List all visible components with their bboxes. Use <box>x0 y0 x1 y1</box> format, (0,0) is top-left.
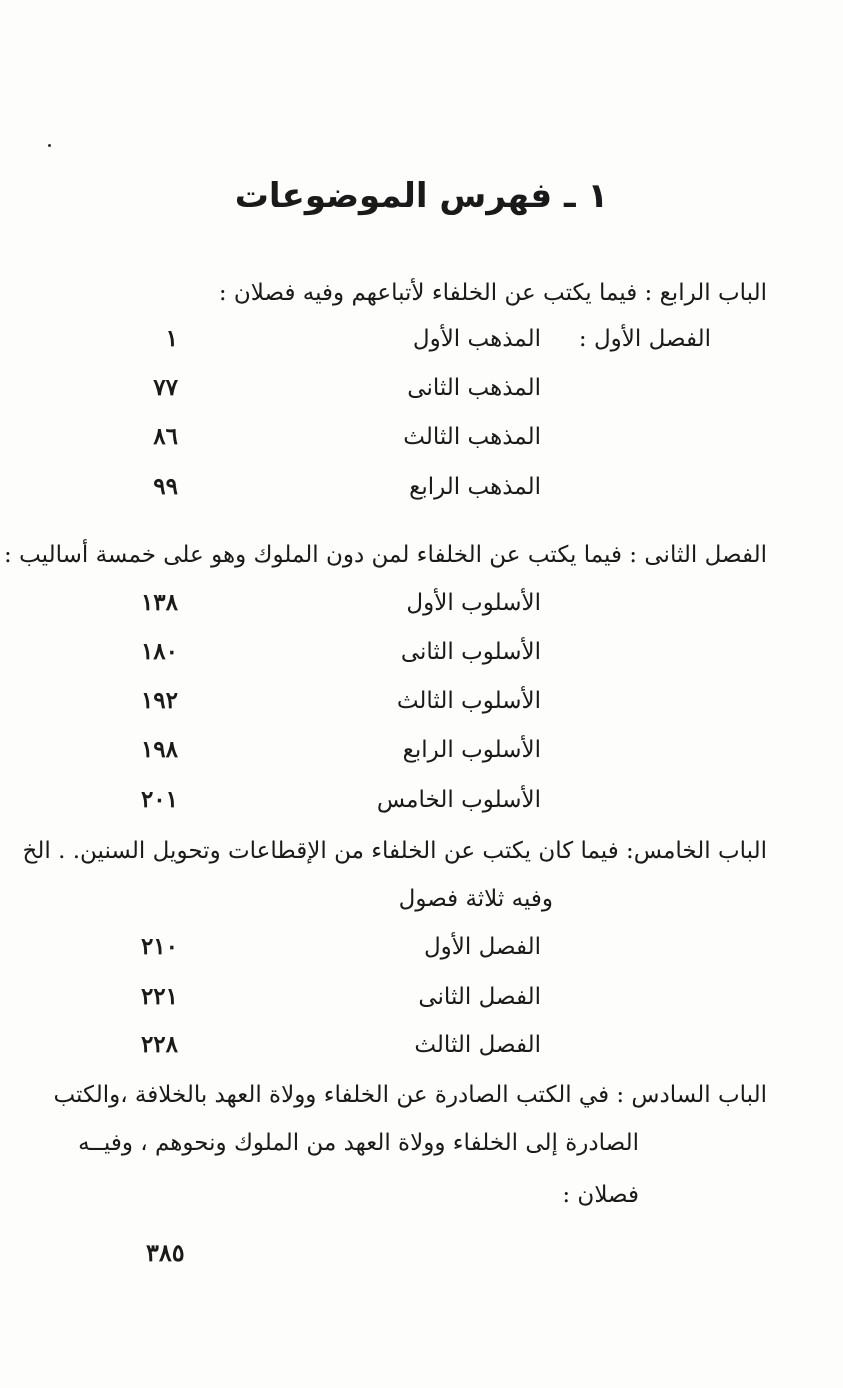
bab6-line-2: الصادرة إلى الخلفاء وولاة العهد من الملوك ونحوهم ، وفيــه <box>78 1130 639 1156</box>
toc-label: المذهب الأول <box>412 326 541 352</box>
toc-row <box>0 686 843 716</box>
toc-row <box>0 422 843 452</box>
toc-label: الفصل الأول <box>423 934 541 960</box>
bab5-heading: الباب الخامس: فيما كان يكتب عن الخلفاء من الإقطاعات وتحويل السنين. . الخ <box>22 838 767 864</box>
toc-row <box>0 1030 843 1060</box>
toc-row <box>0 588 843 618</box>
toc-row <box>0 637 843 667</box>
page-number: ٣٨٥ <box>146 1238 185 1267</box>
bab6-line-1: الباب السادس : في الكتب الصادرة عن الخلفاء وولاة العهد بالخلافة ،والكتب <box>53 1082 767 1108</box>
toc-row <box>0 735 843 765</box>
bab5-subheading: وفيه ثلاثة فصول <box>398 886 553 912</box>
toc-page-number: ١ <box>165 325 178 352</box>
toc-page-number: ٢٢١ <box>140 983 178 1010</box>
toc-page-number: ٩٩ <box>153 473 178 500</box>
toc-label: الأسلوب الثالث <box>396 688 541 714</box>
bab4-heading: الباب الرابع : فيما يكتب عن الخلفاء لأتباعهم وفيه فصلان : <box>218 280 767 306</box>
toc-row <box>0 324 843 354</box>
toc-label: الفصل الثالث <box>414 1032 541 1058</box>
toc-label: الفصل الثانى <box>418 984 541 1010</box>
toc-page-number: ١٩٨ <box>140 736 178 763</box>
toc-label: المذهب الثانى <box>407 375 541 401</box>
toc-row <box>0 373 843 403</box>
toc-row <box>0 982 843 1012</box>
toc-page-number: ٧٧ <box>153 374 178 401</box>
toc-row <box>0 472 843 502</box>
toc-page-number: ٢٠١ <box>140 786 178 813</box>
toc-label: الأسلوب الأول <box>406 590 541 616</box>
toc-label: الأسلوب الخامس <box>376 787 541 813</box>
fasl2-heading: الفصل الثانى : فيما يكتب عن الخلفاء لمن دون الملوك وهو على خمسة أساليب : <box>4 542 767 568</box>
page-title: ١ ـ فهرس الموضوعات <box>234 176 609 216</box>
toc-label: الأسلوب الثانى <box>400 639 541 665</box>
fasl1-prefix: الفصل الأول : <box>578 326 711 352</box>
toc-label: المذهب الرابع <box>409 474 541 500</box>
toc-label: المذهب الثالث <box>403 424 541 450</box>
toc-page-number: ٢٢٨ <box>140 1031 178 1058</box>
toc-label: الأسلوب الرابع <box>402 737 541 763</box>
toc-row <box>0 932 843 962</box>
toc-page-number: ١٣٨ <box>140 589 178 616</box>
toc-page-number: ١٩٢ <box>140 687 178 714</box>
toc-page-number: ٨٦ <box>153 423 178 450</box>
bab6-line-3: فصلان : <box>562 1182 639 1208</box>
toc-page-number: ٢١٠ <box>140 933 178 960</box>
toc-page-number: ١٨٠ <box>140 638 178 665</box>
toc-row <box>0 785 843 815</box>
scan-speck <box>48 144 51 147</box>
